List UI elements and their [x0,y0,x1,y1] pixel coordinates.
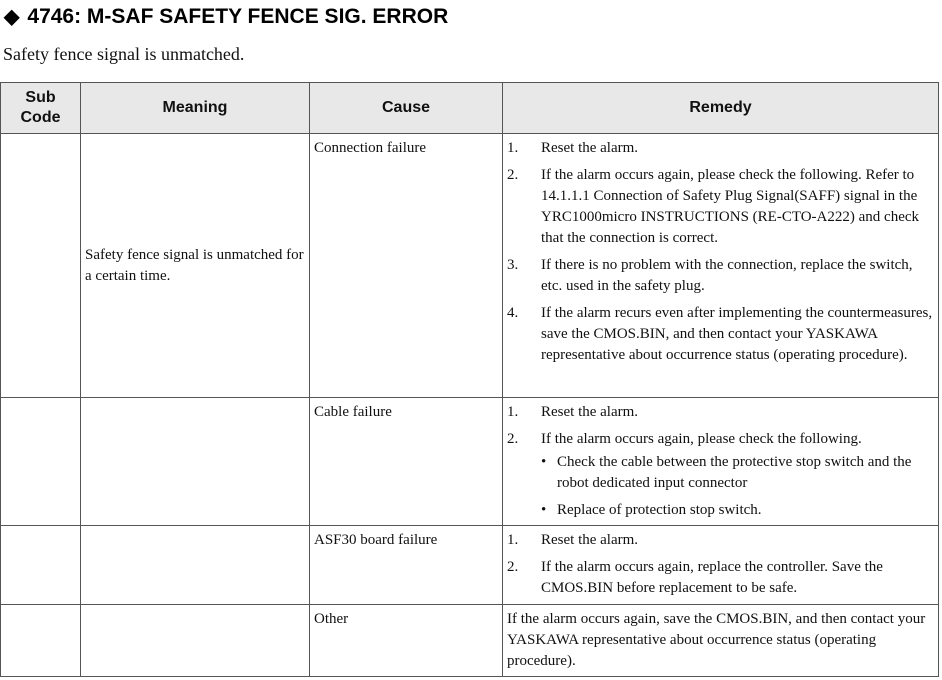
cause-cell: Cable failure [310,398,503,526]
remedy-cell [503,398,939,526]
remedy-step [507,255,934,297]
header-meaning: Meaning [81,83,310,134]
step-text: Reset the alarm. [541,532,639,548]
sub-code-cell [1,526,81,605]
step-text: If the alarm occurs again, please check the following. Refer to 14.1.1.1 Connection of Safety Plug Signal(SAFF) signal in the YRC1000micro INSTRUCTIONS (RE-CTO-A222) and check that the connection is correct. [541,167,920,246]
bullet-text: Check the cable between the protective stop switch and the robot dedicated input connector [557,454,912,491]
meaning-cell [81,605,310,677]
table-header-row [1,83,939,134]
sub-code-cell [1,134,81,398]
header-remedy: Remedy [503,83,939,134]
page-subtitle: Safety fence signal is unmatched. [3,44,245,64]
remedy-bullet [541,452,934,494]
step-number: 4. [507,305,519,321]
header-sub-code [1,83,81,134]
remedy-step [507,530,934,551]
step-number: 1. [507,532,519,548]
sub-code-cell [1,398,81,526]
bullet-dot-icon: • [541,502,547,518]
cause-cell: ASF30 board failure [310,526,503,605]
bullet-dot-icon: • [541,454,547,470]
bullet-text: Replace of protection stop switch. [557,502,762,518]
step-number: 3. [507,257,519,273]
table-row [1,526,939,605]
step-number: 2. [507,431,519,447]
meaning-cell [81,398,310,526]
step-text: Reset the alarm. [541,404,639,420]
remedy-cell [503,605,939,677]
header-cause: Cause [310,83,503,134]
step-text: If the alarm recurs even after implementing the countermeasures, save the CMOS.BIN, and then contact your YASKAWA representative about occurrence status (operating procedure). [541,305,933,363]
remedy-text: If the alarm occurs again, save the CMOS.BIN, and then contact your YASKAWA representative about occurrence status (operating procedure). [507,611,926,669]
step-number: 1. [507,140,519,156]
step-number: 2. [507,167,519,183]
remedy-step [507,402,934,423]
remedy-step [507,557,934,599]
remedy-step [507,303,934,366]
meaning-cell: Safety fence signal is unmatched for a certain time. [81,134,310,398]
remedy-cell [503,134,939,398]
sub-code-cell [1,605,81,677]
table-row [1,605,939,677]
remedy-bullet [541,500,934,521]
table-row [1,398,939,526]
remedy-step [507,138,934,159]
remedy-step [507,165,934,249]
step-number: 1. [507,404,519,420]
header-sub-code-label: Sub Code [20,89,61,126]
table-row [1,134,939,398]
page-title [4,2,448,32]
remedy-step [507,429,934,521]
cause-cell: Connection failure [310,134,503,398]
meaning-cell [81,526,310,605]
step-text: If there is no problem with the connection, replace the switch, etc. used in the safety plug. [541,257,913,294]
cause-cell: Other [310,605,503,677]
remedy-cell [503,526,939,605]
step-text: Reset the alarm. [541,140,639,156]
alarm-table [0,82,939,677]
step-text: If the alarm occurs again, replace the controller. Save the CMOS.BIN before replacement to be safe. [541,559,883,596]
diamond-bullet-icon: ◆ [4,6,20,28]
page-title-text: 4746: M-SAF SAFETY FENCE SIG. ERROR [27,5,449,28]
step-number: 2. [507,559,519,575]
step-text: If the alarm occurs again, please check the following. [541,431,862,447]
